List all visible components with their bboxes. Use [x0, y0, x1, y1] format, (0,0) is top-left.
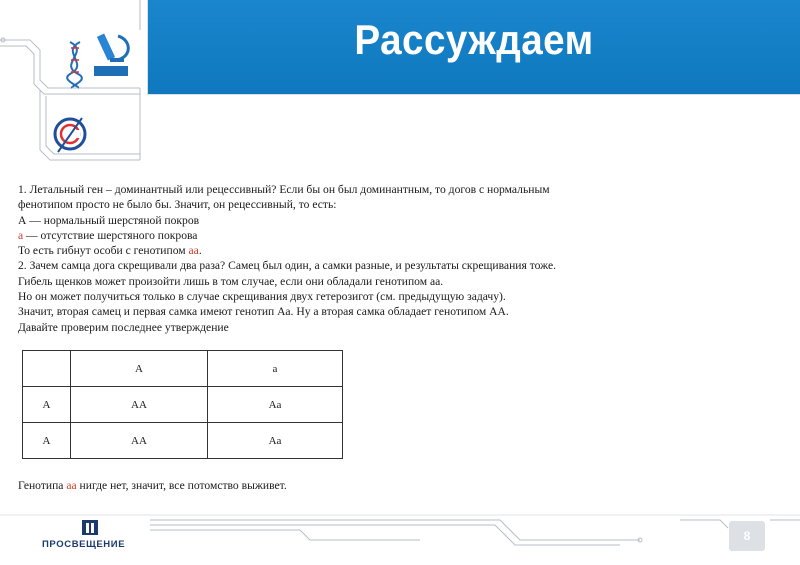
table-cell: а	[208, 351, 343, 387]
text-line: А — нормальный шерстяной покров	[18, 213, 200, 227]
copyright-logo-icon	[50, 114, 90, 156]
table-cell: АА	[71, 387, 208, 423]
microscope-icon	[88, 30, 140, 82]
text-span: То есть гибнут особи с генотипом	[18, 244, 189, 258]
slide-content	[18, 182, 658, 335]
text-line	[18, 228, 658, 243]
table-cell: А	[23, 423, 71, 459]
table-row	[23, 387, 343, 423]
publisher-logo-icon	[42, 518, 102, 538]
table-cell: А	[71, 351, 208, 387]
text-span: нигде нет, значит, все потомство выживет.	[76, 479, 287, 492]
table-row	[23, 423, 343, 459]
conclusion-text	[18, 479, 287, 492]
text-line: 2. Зачем самца дога скрещивали два раза? Самец был один, а самки разные, и результаты скрещивания тоже.	[18, 259, 557, 273]
text-line	[18, 243, 658, 258]
punnett-square	[22, 350, 343, 459]
allele-description: — отсутствие шерстяного покрова	[23, 228, 198, 242]
allele-recessive: а	[18, 228, 24, 242]
lethal-genotype: аа	[66, 479, 77, 492]
slide-title: Рассуждаем	[354, 16, 594, 63]
lethal-genotype: аа	[188, 244, 199, 258]
table-cell: Аа	[208, 387, 343, 423]
text-line: фенотипом просто не было бы. Значит, он рецессивный, то есть:	[18, 198, 337, 212]
text-line: Но он может получиться только в случае скрещивания двух гетерозигот (см. предыдущую задачу).	[18, 290, 506, 304]
page-number: 8	[743, 529, 751, 543]
text-span: Генотипа	[18, 479, 67, 492]
page-number-box	[729, 521, 765, 551]
text-line: Гибель щенков может произойти лишь в том случае, если они обладали генотипом аа.	[18, 274, 444, 288]
text-line: Давайте проверим последнее утверждение	[18, 320, 229, 334]
table-cell: АА	[71, 423, 208, 459]
text-line: Значит, вторая самец и первая самка имеют генотип Аа. Ну а вторая самка обладает генотипом АА.	[18, 305, 509, 319]
table-cell	[23, 351, 71, 387]
table-row	[23, 351, 343, 387]
text-line: 1. Летальный ген – доминантный или рецессивный? Если бы он был доминантным, то догов с нормальным	[18, 183, 550, 196]
text-span: .	[198, 244, 202, 258]
table-cell: А	[23, 387, 71, 423]
table-cell: Аа	[208, 423, 343, 459]
publisher-name: ПРОСВЕЩЕНИЕ	[42, 539, 126, 550]
title-banner	[148, 0, 800, 94]
